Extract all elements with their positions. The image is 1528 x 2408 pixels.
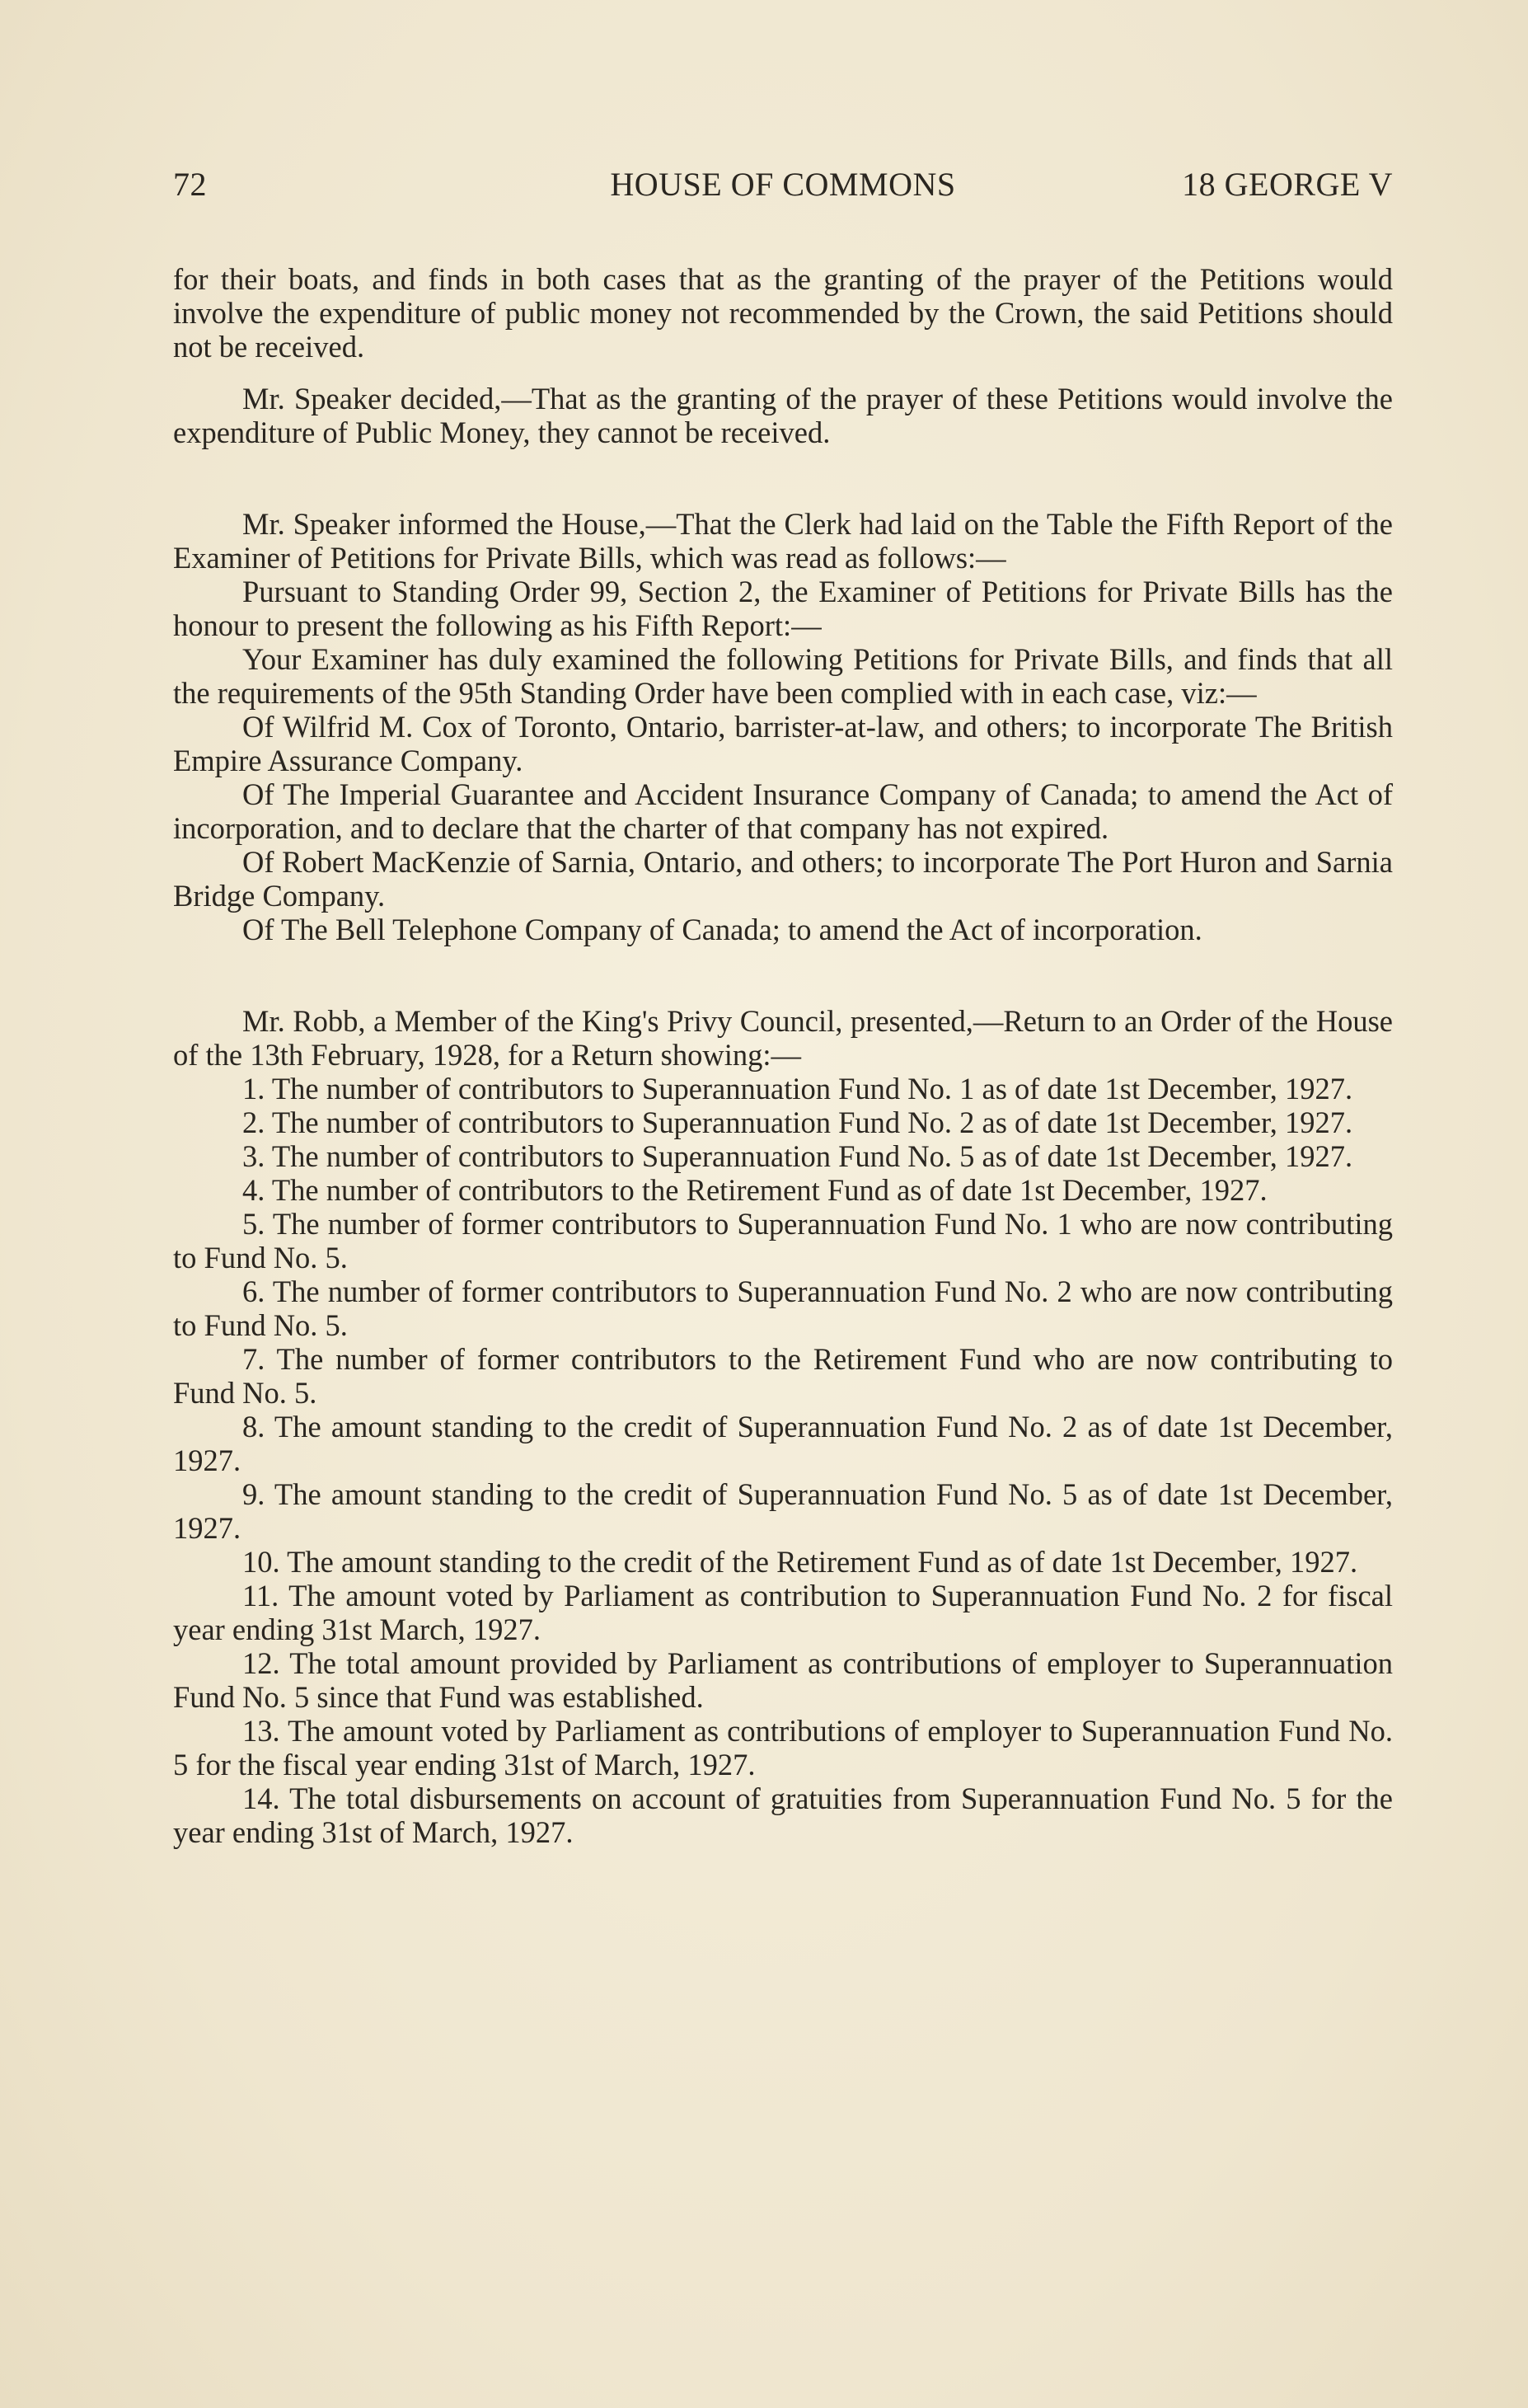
petition-item: Of Robert MacKenzie of Sarnia, Ontario, and others; to incorporate The Port Huron and Sarnia Bridge Company. xyxy=(173,845,1393,913)
return-item: 13. The amount voted by Parliament as contributions of employer to Superannuation Fund No. 5 for the fiscal year ending 31st of March, 1927. xyxy=(173,1714,1393,1781)
examiner-report-para-1: Pursuant to Standing Order 99, Section 2, the Examiner of Petitions for Private Bills has the honour to present the following as his Fifth Report:— xyxy=(173,575,1393,642)
return-item: 5. The number of former contributors to Superannuation Fund No. 1 who are now contributing to Fund No. 5. xyxy=(173,1207,1393,1274)
return-item: 9. The amount standing to the credit of Superannuation Fund No. 5 as of date 1st December, 1927. xyxy=(173,1477,1393,1545)
return-item: 4. The number of contributors to the Retirement Fund as of date 1st December, 1927. xyxy=(242,1173,1268,1207)
return-item: 7. The number of former contributors to the Retirement Fund who are now contributing to Fund No. 5. xyxy=(173,1342,1393,1410)
examiner-report-para-2: Your Examiner has duly examined the following Petitions for Private Bills, and finds that all the requirements of the 95th Standing Order have been complied with in each case, viz:— xyxy=(173,642,1393,710)
speaker-decision: Mr. Speaker decided,—That as the granting of the prayer of these Petitions would involve the expenditure of Public Money, they cannot be received. xyxy=(173,382,1393,449)
petition-item: Of The Bell Telephone Company of Canada; to amend the Act of incorporation. xyxy=(242,913,1202,946)
return-item: 12. The total amount provided by Parliament as contributions of employer to Superannuation Fund No. 5 since that Fund was established. xyxy=(173,1646,1393,1714)
petition-item: Of Wilfrid M. Cox of Toronto, Ontario, barrister-at-law, and others; to incorporate The British Empire Assurance Company. xyxy=(173,710,1393,777)
page-number: 72 xyxy=(173,166,207,203)
petition-ruling-continued: for their boats, and finds in both cases that as the granting of the prayer of the Petitions would involve the expenditure of public money not recommended by the Crown, the said Petitions should not be received. xyxy=(173,262,1393,364)
return-item: 1. The number of contributors to Superannuation Fund No. 1 as of date 1st December, 1927. xyxy=(242,1072,1353,1105)
return-item: 8. The amount standing to the credit of Superannuation Fund No. 2 as of date 1st December, 1927. xyxy=(173,1410,1393,1477)
examiner-report-intro: Mr. Speaker informed the House,—That the Clerk had laid on the Table the Fifth Report of the Examiner of Petitions for Private Bills, which was read as follows:— xyxy=(173,507,1393,575)
return-item: 10. The amount standing to the credit of the Retirement Fund as of date 1st December, 1927. xyxy=(242,1545,1358,1579)
regnal-year: 18 GEORGE V xyxy=(1182,166,1393,203)
return-item: 2. The number of contributors to Superannuation Fund No. 2 as of date 1st December, 1927. xyxy=(242,1105,1353,1139)
return-item: 3. The number of contributors to Superannuation Fund No. 5 as of date 1st December, 1927. xyxy=(242,1139,1353,1173)
return-intro: Mr. Robb, a Member of the King's Privy Council, presented,—Return to an Order of the House of the 13th February, 1928, for a Return showing:— xyxy=(173,1004,1393,1072)
return-item: 6. The number of former contributors to Superannuation Fund No. 2 who are now contributing to Fund No. 5. xyxy=(173,1274,1393,1342)
return-item: 14. The total disbursements on account of gratuities from Superannuation Fund No. 5 for the year ending 31st of March, 1927. xyxy=(173,1781,1393,1849)
return-item: 11. The amount voted by Parliament as contribution to Superannuation Fund No. 2 for fiscal year ending 31st March, 1927. xyxy=(173,1579,1393,1646)
body-text xyxy=(173,262,1393,1849)
running-head xyxy=(173,165,1393,214)
journal-title: HOUSE OF COMMONS xyxy=(610,166,956,203)
petition-item: Of The Imperial Guarantee and Accident Insurance Company of Canada; to amend the Act of incorporation, and to declare that the charter of that company has not expired. xyxy=(173,777,1393,845)
